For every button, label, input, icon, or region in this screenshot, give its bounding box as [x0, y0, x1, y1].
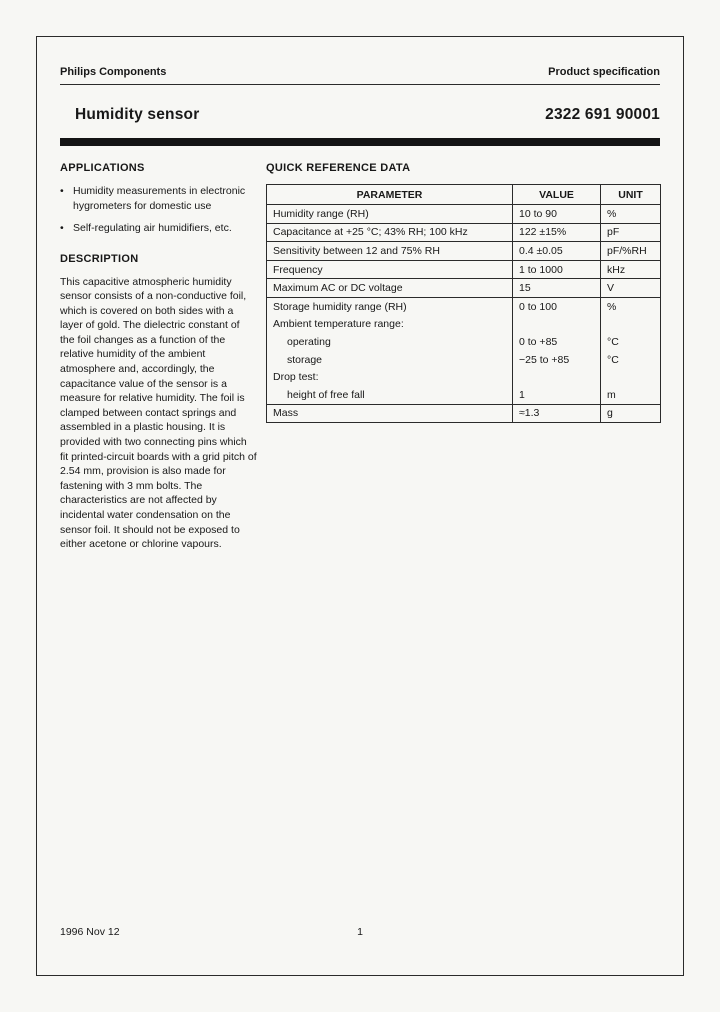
quick-reference-table — [266, 184, 661, 423]
table-row — [267, 223, 661, 242]
column-header-unit: UNIT — [601, 185, 661, 205]
param-cell: Capacitance at +25 °C; 43% RH; 100 kHz — [267, 223, 513, 242]
param-cell: Storage humidity range (RH) — [267, 297, 513, 315]
table-row — [267, 242, 661, 261]
column-header-parameter: PARAMETER — [267, 185, 513, 205]
table-row — [267, 333, 661, 351]
value-cell: 122 ±15% — [513, 223, 601, 242]
table-row — [267, 297, 661, 315]
footer-page-number: 1 — [357, 926, 363, 938]
value-cell: ≈1.3 — [513, 404, 601, 423]
left-column — [60, 162, 257, 552]
list-item — [60, 184, 257, 213]
table-row — [267, 205, 661, 224]
value-cell: 0 to 100 — [513, 297, 601, 315]
unit-cell: m — [601, 386, 661, 404]
unit-cell — [601, 368, 661, 386]
page-title: Humidity sensor — [75, 106, 200, 123]
unit-cell: g — [601, 404, 661, 423]
value-cell — [513, 316, 601, 334]
param-cell: Sensitivity between 12 and 75% RH — [267, 242, 513, 261]
value-cell: 10 to 90 — [513, 205, 601, 224]
part-number: 2322 691 90001 — [545, 106, 660, 123]
table-row — [267, 351, 661, 369]
value-cell: 0 to +85 — [513, 333, 601, 351]
title-row — [60, 106, 660, 124]
param-cell: Ambient temperature range: — [267, 316, 513, 334]
table-row — [267, 279, 661, 298]
param-cell: operating — [267, 333, 513, 351]
bullet-text: Humidity measurements in electronic hygrometers for domestic use — [73, 185, 246, 212]
table-header-row — [267, 185, 661, 205]
description-text: This capacitive atmospheric humidity sensor consists of a non-conductive foil, which is covered on both sides with a layer of gold. The dielectric constant of the foil changes as a function of the relative humidity of the ambient atmosphere and, accordingly, the capacitance value of the sensor is a measure for relative humidity. The foil is clamped between contact springs and assembled in a plastic housing. It is provided with two connecting pins which fit printed-circuit boards with a grid pitch of 2.54 mm, provision is also made for fastening with 3 mm bolts. The characteristics are not affected by incidental water condensation on the sensor foil. It should not be exposed to either acetone or chlorine vapours. — [60, 275, 257, 551]
title-divider-bar — [60, 138, 660, 146]
right-column — [266, 162, 660, 423]
table-row — [267, 386, 661, 404]
masthead — [60, 66, 660, 78]
spec-type-label: Product specification — [548, 66, 660, 78]
unit-cell: pF — [601, 223, 661, 242]
value-cell — [513, 368, 601, 386]
quick-reference-heading: QUICK REFERENCE DATA — [266, 162, 411, 174]
description-heading: DESCRIPTION — [60, 252, 139, 265]
value-cell: 1 to 1000 — [513, 260, 601, 279]
table-row — [267, 316, 661, 334]
param-cell: height of free fall — [267, 386, 513, 404]
value-cell: 0.4 ±0.05 — [513, 242, 601, 261]
unit-cell: % — [601, 205, 661, 224]
table-row — [267, 368, 661, 386]
bullet-icon: • — [60, 222, 64, 234]
value-cell: 15 — [513, 279, 601, 298]
value-cell: −25 to +85 — [513, 351, 601, 369]
value-cell: 1 — [513, 386, 601, 404]
unit-cell: % — [601, 297, 661, 315]
param-cell: Maximum AC or DC voltage — [267, 279, 513, 298]
table-row — [267, 260, 661, 279]
unit-cell — [601, 316, 661, 334]
param-cell: Mass — [267, 404, 513, 423]
param-cell: Frequency — [267, 260, 513, 279]
unit-cell: °C — [601, 333, 661, 351]
vendor-name: Philips Components — [60, 66, 167, 78]
column-header-value: VALUE — [513, 185, 601, 205]
unit-cell: kHz — [601, 260, 661, 279]
bullet-text: Self-regulating air humidifiers, etc. — [73, 222, 232, 234]
masthead-rule — [60, 84, 660, 85]
list-item — [60, 221, 257, 236]
param-cell: Drop test: — [267, 368, 513, 386]
table-row — [267, 404, 661, 423]
unit-cell: pF/%RH — [601, 242, 661, 261]
bullet-icon: • — [60, 185, 64, 197]
param-cell: Humidity range (RH) — [267, 205, 513, 224]
applications-heading: APPLICATIONS — [60, 162, 145, 174]
unit-cell: °C — [601, 351, 661, 369]
unit-cell: V — [601, 279, 661, 298]
footer-date: 1996 Nov 12 — [60, 926, 120, 938]
param-cell: storage — [267, 351, 513, 369]
